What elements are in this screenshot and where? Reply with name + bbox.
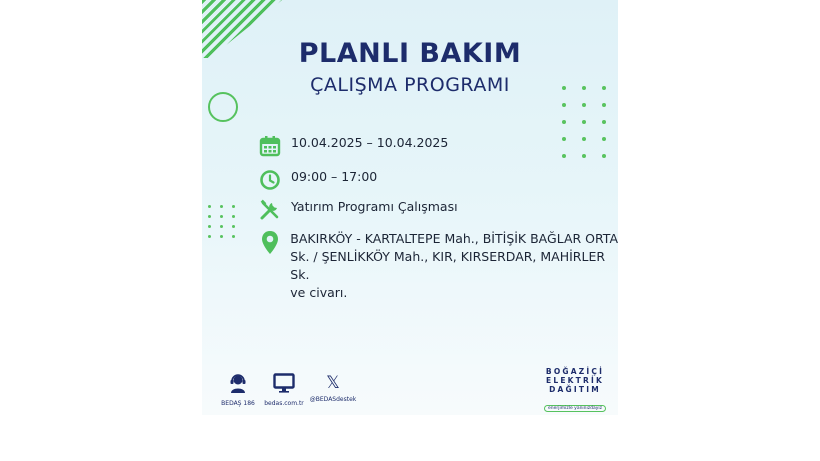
brand-logo: [536, 367, 614, 413]
brand-line: ELEKTRİK: [546, 376, 604, 385]
clock-icon: [258, 168, 282, 192]
location-pin-icon: [258, 230, 281, 254]
headset-icon: [229, 373, 247, 397]
time-row: [258, 168, 377, 192]
web-contact: [264, 373, 304, 407]
phone-contact: [221, 373, 255, 407]
phone-label: BEDAŞ 186: [221, 400, 255, 407]
page-title: PLANLI BAKIM: [298, 38, 522, 69]
tools-icon: [258, 198, 282, 222]
location-row: [258, 230, 618, 302]
decorative-ring: [208, 92, 238, 122]
location-text: [290, 230, 618, 302]
decorative-dots-right: [562, 86, 618, 171]
location-line: ve civarı.: [290, 285, 348, 300]
page-subtitle: ÇALIŞMA PROGRAMI: [310, 74, 510, 96]
date-range: 10.04.2025 – 10.04.2025: [291, 135, 449, 150]
x-contact: [310, 373, 356, 403]
work-type-row: [258, 198, 458, 222]
location-line: Sk. / ŞENLİKKÖY Mah., KIR, KIRSERDAR, MAHİRLER Sk.: [290, 249, 606, 282]
brand-tagline: enerjimizle yanınızdayız: [544, 405, 606, 412]
announcement-card: [202, 0, 618, 415]
web-label: bedas.com.tr: [264, 400, 304, 407]
date-row: [258, 134, 448, 158]
location-line: BAKIRKÖY - KARTALTEPE Mah., BİTİŞİK BAĞLAR ORTA: [290, 231, 618, 246]
time-range: 09:00 – 17:00: [291, 169, 378, 184]
monitor-icon: [273, 373, 295, 397]
x-label: @BEDASdestek: [309, 396, 357, 403]
brand-line: DAĞITIM: [549, 385, 601, 394]
work-type: Yatırım Programı Çalışması: [291, 199, 458, 214]
brand-line: BOĞAZİÇİ: [545, 367, 605, 376]
x-logo-icon: 𝕏: [326, 373, 340, 393]
calendar-icon: [258, 134, 282, 158]
decorative-dots-left: [208, 205, 244, 245]
